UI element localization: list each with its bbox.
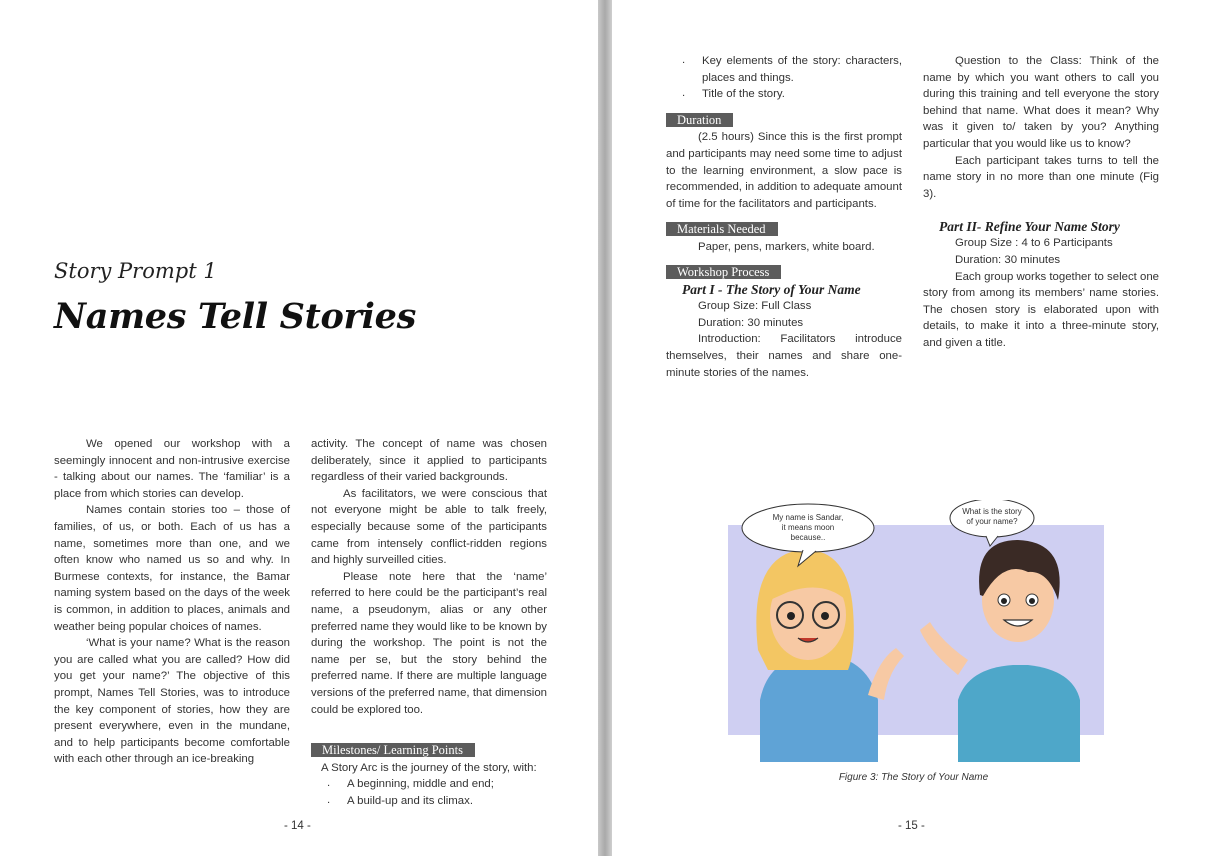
group-size: Group Size : 4 to 6 Participants: [955, 237, 1113, 250]
part1-title: Part I - The Story of Your Name: [682, 282, 861, 298]
list-item: . Title of the story.: [666, 86, 902, 103]
figure-illustration: [728, 500, 1104, 762]
duration-text: (2.5 hours) Since this is the first prompt and participants may need some time to adjust to the learning environment, a slow pace is recommended, in addition to adequate amount of time for the facilitators and participants.: [666, 131, 902, 210]
duration: Duration: 30 minutes: [698, 316, 804, 329]
duration-heading: Duration: [666, 113, 733, 127]
list-item: . A build-up and its climax.: [311, 793, 547, 810]
left-page: [0, 0, 598, 856]
right-column-2: [923, 53, 1159, 352]
list-item: . Key elements of the story: characters, places and things.: [666, 53, 902, 86]
bubble-right-line: of your name?: [966, 517, 1018, 526]
left-column-2: [311, 436, 547, 809]
question-text: Question to the Class: Think of the name by which you want others to call you during this training and tell everyone the story behind that name. What does it mean? Why was it given to/ taken by you? Anything particular that you would like us to know?: [923, 55, 1159, 150]
duration: Duration: 30 minutes: [955, 253, 1061, 266]
bubble-left-line: My name is Sandar,: [772, 513, 844, 522]
right-column-1: [666, 53, 902, 381]
introduction-text: Introduction: Facilitators introduce themselves, their names and share one-minute stories of the names.: [666, 333, 902, 379]
chapter-title: Names Tell Stories: [54, 296, 417, 337]
milestones-heading: Milestones/ Learning Points: [311, 743, 475, 757]
bubble-left-line: because..: [790, 533, 826, 542]
paragraph: As facilitators, we were conscious that not everyone might be able to talk freely, especially because some of the participants came from intensely conflict-ridden regions and highly surveilled cities.: [311, 487, 547, 567]
bubble-right-line: What is the story: [962, 507, 1022, 516]
materials-text: Paper, pens, markers, white board.: [698, 240, 875, 253]
story-prompt-label: Story Prompt 1: [54, 259, 217, 283]
workshop-heading: Workshop Process: [666, 265, 781, 279]
materials-heading: Materials Needed: [666, 222, 778, 236]
turns-text: Each participant takes turns to tell the name story in no more than one minute (Fig 3).: [923, 154, 1159, 200]
part2-title: Part II- Refine Your Name Story: [939, 219, 1120, 235]
paragraph: ‘What is your name? What is the reason you are called what you are called? How did you get your name?’ The objective of this prompt, Names Tell Stories, was to introduce the key component of stories, how they are present everywhere, even in the mundane, and to help participants become comfortable with each other through an ice-breaking: [54, 637, 290, 766]
left-column-1: [54, 436, 290, 768]
group-size: Group Size: Full Class: [698, 300, 812, 313]
book-gutter: [598, 0, 612, 856]
milestones-intro: A Story Arc is the journey of the story, with:: [321, 761, 537, 774]
group-work-text: Each group works together to select one story from among its members’ name stories. The chosen story is elaborated upon with details, to make it into a three-minute story, and given a title.: [923, 270, 1159, 349]
right-page: [612, 0, 1215, 856]
bubble-left-line: it means moon: [781, 523, 835, 532]
paragraph: Names contain stories too – those of families, of us, or both. Each of us has a name, sometimes more than one, and we often know who named us so and why. In Burmese contexts, for instance, the Bamar naming system based on the days of the week is common, in addition to places, animals and weather being popular choices of names.: [54, 504, 290, 633]
page-number: - 14 -: [284, 820, 311, 832]
page-number: - 15 -: [898, 820, 925, 832]
paragraph: Please note here that the ‘name’ referred to here could be the participant’s real name, a pseudonym, alias or any other preferred name they would like to be known by during the workshop. The point is not the name per se, but the story behind the preferred name. If there are multiple language versions of the preferred name, that dimension could be explored too.: [311, 570, 547, 716]
figure-caption: Figure 3: The Story of Your Name: [838, 772, 989, 783]
paragraph: We opened our workshop with a seemingly innocent and non-intrusive exercise - talking about our names. The ‘familiar’ is a place from which stories can develop.: [54, 438, 290, 500]
paragraph: activity. The concept of name was chosen deliberately, since it applied to participants regardless of their varied backgrounds.: [311, 438, 547, 484]
list-item: . A beginning, middle and end;: [311, 776, 547, 793]
